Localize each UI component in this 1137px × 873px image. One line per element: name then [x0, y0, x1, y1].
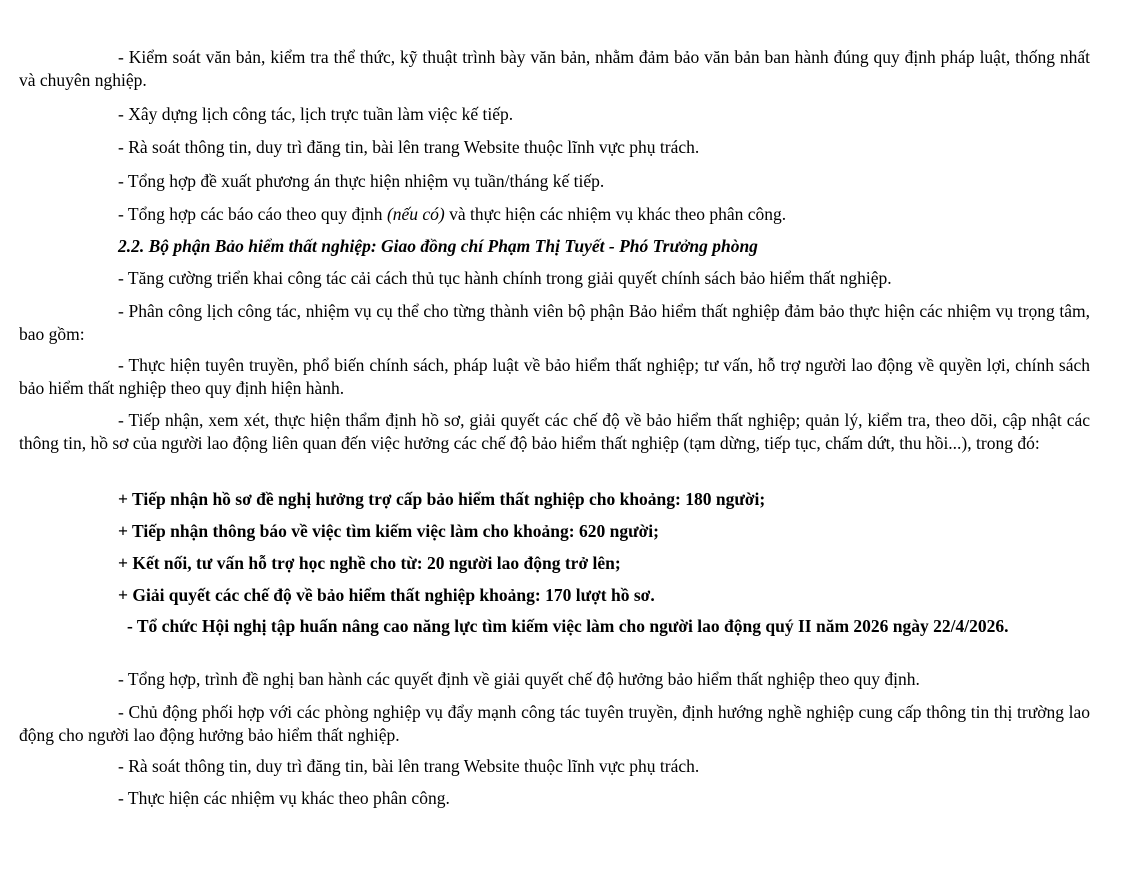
paragraph-reports-note: (nếu có)	[386, 204, 445, 224]
paragraph-reports-text-c: và thực hiện các nhiệm vụ khác theo phân công.	[444, 204, 787, 224]
paragraph-training-conference: - Tổ chức Hội nghị tập huấn nâng cao năng lực tìm kiếm việc làm cho người lao động quý II năm 2026 ngày 22/4/2026.	[127, 616, 1009, 636]
paragraph-work-schedule: - Xây dựng lịch công tác, lịch trực tuần làm việc kế tiếp.	[118, 104, 514, 124]
paragraph-document-control: - Kiểm soát văn bản, kiểm tra thể thức, kỹ thuật trình bày văn bản, nhằm đảm bảo văn bản ban hành đúng quy định pháp luật, thống nhất và chuyên nghiệp.	[19, 47, 1090, 90]
paragraph-website-review-2: - Rà soát thông tin, duy trì đăng tin, bài lên trang Website thuộc lĩnh vực phụ trách.	[118, 756, 700, 776]
paragraph-website-review: - Rà soát thông tin, duy trì đăng tin, bài lên trang Website thuộc lĩnh vực phụ trách.	[118, 137, 700, 157]
paragraph-plan-proposal: - Tổng hợp đề xuất phương án thực hiện nhiệm vụ tuần/tháng kế tiếp.	[118, 171, 605, 191]
section-heading-unemployment-insurance: 2.2. Bộ phận Bảo hiểm thất nghiệp: Giao đồng chí Phạm Thị Tuyết - Phó Trưởng phòng	[118, 236, 758, 256]
paragraph-dossier-processing: - Tiếp nhận, xem xét, thực hiện thẩm định hồ sơ, giải quyết các chế độ về bảo hiểm thất nghiệp; quản lý, kiểm tra, theo dõi, cập nhật các thông tin, hồ sơ của người lao động liên quan đến việc hưởng các chế độ bảo hiểm thất nghiệp (tạm dừng, tiếp tục, chấm dứt, thu hồi...), trong đó:	[19, 410, 1090, 453]
bullet-benefit-applications: + Tiếp nhận hồ sơ đề nghị hưởng trợ cấp bảo hiểm thất nghiệp cho khoảng: 180 người;	[118, 489, 766, 509]
paragraph-reports	[19, 203, 1090, 226]
bullet-benefit-settlement: + Giải quyết các chế độ về bảo hiểm thất nghiệp khoảng: 170 lượt hồ sơ.	[118, 585, 655, 605]
paragraph-other-tasks: - Thực hiện các nhiệm vụ khác theo phân công.	[118, 788, 450, 808]
bullet-job-search-notices: + Tiếp nhận thông báo về việc tìm kiếm việc làm cho khoảng: 620 người;	[118, 521, 659, 541]
bullet-vocational-support: + Kết nối, tư vấn hỗ trợ học nghề cho từ: 20 người lao động trở lên;	[118, 553, 621, 573]
paragraph-admin-reform: - Tăng cường triển khai công tác cải cách thủ tục hành chính trong giải quyết chính sách bảo hiểm thất nghiệp.	[118, 268, 892, 288]
paragraph-decision-submission: - Tổng hợp, trình đề nghị ban hành các quyết định về giải quyết chế độ hưởng bảo hiểm thất nghiệp theo quy định.	[118, 669, 920, 689]
paragraph-coordination: - Chủ động phối hợp với các phòng nghiệp vụ đẩy mạnh công tác tuyên truyền, định hướng nghề nghiệp cung cấp thông tin thị trường lao động cho người lao động hưởng bảo hiểm thất nghiệp.	[19, 702, 1090, 745]
paragraph-propaganda: - Thực hiện tuyên truyền, phổ biến chính sách, pháp luật về bảo hiểm thất nghiệp; tư vấn, hỗ trợ người lao động về quyền lợi, chính sách bảo hiểm thất nghiệp theo quy định hiện hành.	[19, 355, 1090, 398]
paragraph-task-assignment: - Phân công lịch công tác, nhiệm vụ cụ thể cho từng thành viên bộ phận Bảo hiểm thất nghiệp đảm bảo thực hiện các nhiệm vụ trọng tâm, bao gồm:	[19, 301, 1090, 344]
paragraph-reports-text-a: - Tổng hợp các báo cáo theo quy định	[118, 204, 387, 224]
